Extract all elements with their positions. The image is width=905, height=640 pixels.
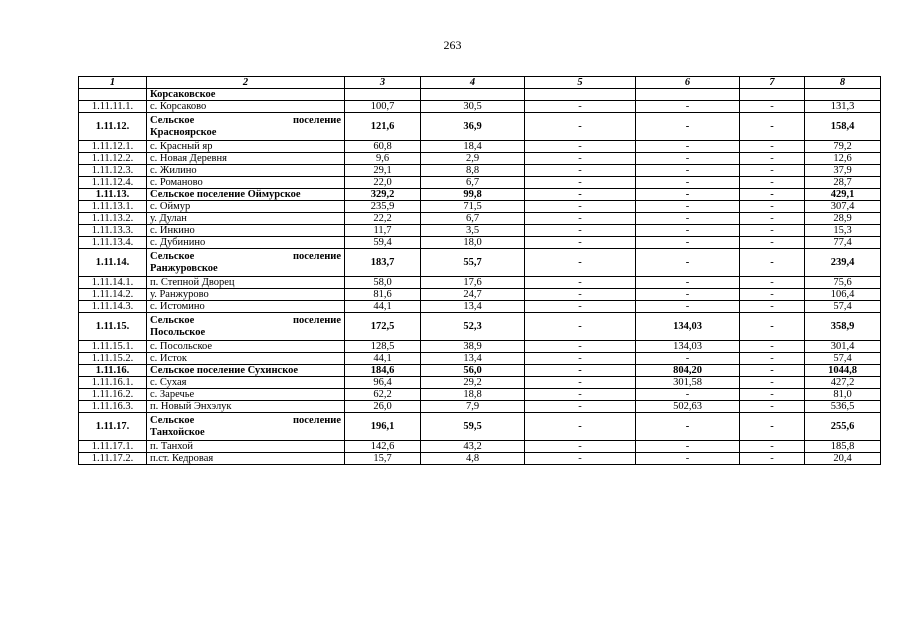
row-code-cell: 1.11.13.3. bbox=[79, 225, 147, 237]
row-value-cell-c6: 134,03 bbox=[636, 313, 740, 341]
page-number: 263 bbox=[443, 38, 462, 52]
row-value-cell-c7: - bbox=[740, 413, 805, 441]
row-value-cell-c7: - bbox=[740, 213, 805, 225]
row-value-cell-c6: - bbox=[636, 201, 740, 213]
row-value-cell-c7: - bbox=[740, 177, 805, 189]
row-value-cell-c7: - bbox=[740, 389, 805, 401]
row-code-cell: 1.11.11.1. bbox=[79, 101, 147, 113]
row-value-cell-c4: 56,0 bbox=[421, 365, 525, 377]
row-code-cell: 1.11.14.1. bbox=[79, 277, 147, 289]
row-value-cell-c3: 196,1 bbox=[345, 413, 421, 441]
row-value-cell-c5: - bbox=[525, 141, 636, 153]
row-name-cell: с. Посольское bbox=[147, 341, 345, 353]
row-value-cell-c4: 71,5 bbox=[421, 201, 525, 213]
row-name-line2: Красноярское bbox=[150, 126, 217, 138]
column-header: 6 bbox=[636, 77, 740, 89]
row-value-cell-c3: 142,6 bbox=[345, 441, 421, 453]
row-value-cell-c4: 55,7 bbox=[421, 249, 525, 277]
row-code-cell: 1.11.16. bbox=[79, 365, 147, 377]
row-value-cell-c8: 37,9 bbox=[805, 165, 881, 177]
row-value-cell-c4: 52,3 bbox=[421, 313, 525, 341]
row-value-cell-c5: - bbox=[525, 213, 636, 225]
row-value-cell-c3: 121,6 bbox=[345, 113, 421, 141]
row-name-cell: с. Заречье bbox=[147, 389, 345, 401]
row-code-cell: 1.11.12.2. bbox=[79, 153, 147, 165]
row-value-cell-c8: 57,4 bbox=[805, 353, 881, 365]
row-value-cell-c6: - bbox=[636, 237, 740, 249]
row-value-cell-c5: - bbox=[525, 225, 636, 237]
row-value-cell-c6: - bbox=[636, 101, 740, 113]
table-row bbox=[79, 453, 881, 465]
row-value-cell-c6: 804,20 bbox=[636, 365, 740, 377]
row-name-cell: п. Степной Дворец bbox=[147, 277, 345, 289]
row-value-cell-c6: - bbox=[636, 441, 740, 453]
row-value-cell-c7: - bbox=[740, 441, 805, 453]
column-header: 1 bbox=[79, 77, 147, 89]
row-value-cell-c5: - bbox=[525, 413, 636, 441]
table-row bbox=[79, 189, 881, 201]
row-value-cell-c5: - bbox=[525, 313, 636, 341]
row-value-cell-c4: 36,9 bbox=[421, 113, 525, 141]
row-value-cell-c8: 1044,8 bbox=[805, 365, 881, 377]
table-row bbox=[79, 341, 881, 353]
table-row bbox=[79, 389, 881, 401]
row-value-cell-c3: 100,7 bbox=[345, 101, 421, 113]
row-value-cell-c8: 255,6 bbox=[805, 413, 881, 441]
row-value-cell-c4: 13,4 bbox=[421, 353, 525, 365]
row-value-cell-c5: - bbox=[525, 289, 636, 301]
row-name-cell: п.ст. Кедровая bbox=[147, 453, 345, 465]
row-name-cell: с. Романово bbox=[147, 177, 345, 189]
row-value-cell-c6: - bbox=[636, 453, 740, 465]
table-row bbox=[79, 249, 881, 277]
table-row bbox=[79, 277, 881, 289]
table-row bbox=[79, 153, 881, 165]
row-value-cell-c3: 22,0 bbox=[345, 177, 421, 189]
row-value-cell-c8: 12,6 bbox=[805, 153, 881, 165]
row-value-cell-c7: - bbox=[740, 301, 805, 313]
row-value-cell-c7: - bbox=[740, 313, 805, 341]
row-name-line1: Сельское поселение bbox=[150, 250, 341, 262]
row-code-cell: 1.11.13. bbox=[79, 189, 147, 201]
table-row bbox=[79, 89, 881, 101]
row-value-cell-c4: 24,7 bbox=[421, 289, 525, 301]
row-code-cell: 1.11.16.2. bbox=[79, 389, 147, 401]
row-value-cell-c8: 79,2 bbox=[805, 141, 881, 153]
row-code-cell: 1.11.12. bbox=[79, 113, 147, 141]
row-value-cell-c7: - bbox=[740, 365, 805, 377]
row-value-cell-c7: - bbox=[740, 249, 805, 277]
row-value-cell-c6: - bbox=[636, 249, 740, 277]
row-value-cell-c5: - bbox=[525, 237, 636, 249]
table-row bbox=[79, 201, 881, 213]
row-name-cell: с. Новая Деревня bbox=[147, 153, 345, 165]
row-value-cell-c7: - bbox=[740, 189, 805, 201]
row-name-cell: с. Корсаково bbox=[147, 101, 345, 113]
row-name-line1: Сельское поселение bbox=[150, 314, 341, 326]
row-value-cell-c4: 18,4 bbox=[421, 141, 525, 153]
row-code-cell: 1.11.14.2. bbox=[79, 289, 147, 301]
row-value-cell-c5: - bbox=[525, 165, 636, 177]
row-value-cell-c8: 75,6 bbox=[805, 277, 881, 289]
row-value-cell-c7: - bbox=[740, 225, 805, 237]
row-value-cell-c3: 44,1 bbox=[345, 301, 421, 313]
row-value-cell-c8: 429,1 bbox=[805, 189, 881, 201]
row-value-cell-c4: 29,2 bbox=[421, 377, 525, 389]
row-value-cell-c7: - bbox=[740, 153, 805, 165]
row-value-cell-c6: - bbox=[636, 277, 740, 289]
row-value-cell-c8: 301,4 bbox=[805, 341, 881, 353]
data-table bbox=[78, 76, 881, 465]
column-header: 4 bbox=[421, 77, 525, 89]
row-value-cell-c5: - bbox=[525, 249, 636, 277]
row-name-cell: у. Дулан bbox=[147, 213, 345, 225]
row-value-cell-c7: - bbox=[740, 201, 805, 213]
row-name-cell: с. Истомино bbox=[147, 301, 345, 313]
row-code-cell: 1.11.16.3. bbox=[79, 401, 147, 413]
row-value-cell-c6: - bbox=[636, 213, 740, 225]
row-name-cell: с. Дубинино bbox=[147, 237, 345, 249]
row-name-line2: Танхойское bbox=[150, 426, 205, 438]
row-value-cell-c6: - bbox=[636, 289, 740, 301]
row-value-cell-c6: - bbox=[636, 353, 740, 365]
row-value-cell-c8: 131,3 bbox=[805, 101, 881, 113]
row-value-cell-c5: - bbox=[525, 353, 636, 365]
row-value-cell-c5: - bbox=[525, 101, 636, 113]
row-code-cell: 1.11.14. bbox=[79, 249, 147, 277]
row-value-cell-c3: 172,5 bbox=[345, 313, 421, 341]
row-value-cell-c4: 6,7 bbox=[421, 213, 525, 225]
table-header-row bbox=[79, 77, 881, 89]
row-name-cell: п. Новый Энхэлук bbox=[147, 401, 345, 413]
row-name-line2: Ранжуровское bbox=[150, 262, 218, 274]
row-value-cell-c7: - bbox=[740, 353, 805, 365]
row-value-cell-c3: 329,2 bbox=[345, 189, 421, 201]
row-value-cell-c6: - bbox=[636, 413, 740, 441]
row-code-cell: 1.11.12.1. bbox=[79, 141, 147, 153]
row-code-cell: 1.11.15.1. bbox=[79, 341, 147, 353]
row-value-cell-c6: - bbox=[636, 165, 740, 177]
row-value-cell-c5: - bbox=[525, 189, 636, 201]
row-name-cell: п. Танхой bbox=[147, 441, 345, 453]
row-value-cell-c7: - bbox=[740, 377, 805, 389]
row-value-cell-c4: 8,8 bbox=[421, 165, 525, 177]
table-body bbox=[79, 89, 881, 465]
table-row bbox=[79, 177, 881, 189]
row-value-cell-c8 bbox=[805, 89, 881, 101]
row-value-cell-c5: - bbox=[525, 389, 636, 401]
row-value-cell-c4: 7,9 bbox=[421, 401, 525, 413]
row-value-cell-c3: 62,2 bbox=[345, 389, 421, 401]
row-value-cell-c6: - bbox=[636, 153, 740, 165]
row-name-cell: Сельское поселение Оймурское bbox=[147, 189, 345, 201]
column-header: 3 bbox=[345, 77, 421, 89]
table-row bbox=[79, 441, 881, 453]
row-code-cell: 1.11.14.3. bbox=[79, 301, 147, 313]
row-value-cell-c5: - bbox=[525, 441, 636, 453]
row-value-cell-c8: 28,7 bbox=[805, 177, 881, 189]
row-value-cell-c3: 15,7 bbox=[345, 453, 421, 465]
row-value-cell-c5: - bbox=[525, 365, 636, 377]
row-value-cell-c6: 134,03 bbox=[636, 341, 740, 353]
table-row bbox=[79, 101, 881, 113]
row-value-cell-c7: - bbox=[740, 277, 805, 289]
row-code-cell: 1.11.15. bbox=[79, 313, 147, 341]
row-value-cell-c7: - bbox=[740, 289, 805, 301]
column-header: 7 bbox=[740, 77, 805, 89]
table-row bbox=[79, 377, 881, 389]
row-code-cell: 1.11.17. bbox=[79, 413, 147, 441]
row-code-cell: 1.11.13.4. bbox=[79, 237, 147, 249]
row-value-cell-c4: 18,8 bbox=[421, 389, 525, 401]
row-value-cell-c5 bbox=[525, 89, 636, 101]
row-name-cell bbox=[147, 249, 345, 277]
table-row bbox=[79, 113, 881, 141]
row-value-cell-c8: 307,4 bbox=[805, 201, 881, 213]
row-value-cell-c4: 4,8 bbox=[421, 453, 525, 465]
row-value-cell-c5: - bbox=[525, 153, 636, 165]
table-row bbox=[79, 301, 881, 313]
column-header: 8 bbox=[805, 77, 881, 89]
row-name-cell: с. Исток bbox=[147, 353, 345, 365]
row-value-cell-c3: 183,7 bbox=[345, 249, 421, 277]
row-value-cell-c7: - bbox=[740, 113, 805, 141]
table-row bbox=[79, 401, 881, 413]
row-name-line1: Сельское поселение bbox=[150, 414, 341, 426]
row-value-cell-c8: 536,5 bbox=[805, 401, 881, 413]
row-value-cell-c7: - bbox=[740, 401, 805, 413]
row-value-cell-c4: 18,0 bbox=[421, 237, 525, 249]
row-value-cell-c3 bbox=[345, 89, 421, 101]
row-value-cell-c3: 96,4 bbox=[345, 377, 421, 389]
row-value-cell-c7 bbox=[740, 89, 805, 101]
row-value-cell-c5: - bbox=[525, 177, 636, 189]
row-value-cell-c8: 15,3 bbox=[805, 225, 881, 237]
row-value-cell-c8: 57,4 bbox=[805, 301, 881, 313]
row-value-cell-c6: - bbox=[636, 177, 740, 189]
row-name-cell bbox=[147, 313, 345, 341]
table-row bbox=[79, 365, 881, 377]
row-value-cell-c3: 58,0 bbox=[345, 277, 421, 289]
row-value-cell-c4: 43,2 bbox=[421, 441, 525, 453]
row-code-cell: 1.11.16.1. bbox=[79, 377, 147, 389]
table-row bbox=[79, 237, 881, 249]
row-value-cell-c5: - bbox=[525, 301, 636, 313]
row-value-cell-c8: 20,4 bbox=[805, 453, 881, 465]
row-value-cell-c6: 301,58 bbox=[636, 377, 740, 389]
row-value-cell-c4: 59,5 bbox=[421, 413, 525, 441]
row-code-cell: 1.11.12.4. bbox=[79, 177, 147, 189]
row-value-cell-c8: 427,2 bbox=[805, 377, 881, 389]
row-value-cell-c3: 26,0 bbox=[345, 401, 421, 413]
row-value-cell-c3: 128,5 bbox=[345, 341, 421, 353]
row-name-line1: Сельское поселение bbox=[150, 114, 341, 126]
row-name-cell: Сельское поселение Сухинское bbox=[147, 365, 345, 377]
table-row bbox=[79, 313, 881, 341]
row-value-cell-c5: - bbox=[525, 401, 636, 413]
row-code-cell: 1.11.13.1. bbox=[79, 201, 147, 213]
row-name-cell: с. Инкино bbox=[147, 225, 345, 237]
row-value-cell-c4: 3,5 bbox=[421, 225, 525, 237]
row-value-cell-c8: 77,4 bbox=[805, 237, 881, 249]
row-code-cell: 1.11.13.2. bbox=[79, 213, 147, 225]
row-value-cell-c7: - bbox=[740, 101, 805, 113]
row-value-cell-c8: 28,9 bbox=[805, 213, 881, 225]
row-value-cell-c3: 60,8 bbox=[345, 141, 421, 153]
row-value-cell-c3: 184,6 bbox=[345, 365, 421, 377]
row-value-cell-c5: - bbox=[525, 453, 636, 465]
row-value-cell-c7: - bbox=[740, 237, 805, 249]
row-name-cell bbox=[147, 113, 345, 141]
table-row bbox=[79, 225, 881, 237]
row-value-cell-c8: 158,4 bbox=[805, 113, 881, 141]
row-value-cell-c3: 235,9 bbox=[345, 201, 421, 213]
row-value-cell-c4: 38,9 bbox=[421, 341, 525, 353]
row-value-cell-c3: 11,7 bbox=[345, 225, 421, 237]
row-value-cell-c7: - bbox=[740, 141, 805, 153]
row-name-cell: с. Оймур bbox=[147, 201, 345, 213]
row-code-cell: 1.11.17.1. bbox=[79, 441, 147, 453]
row-value-cell-c8: 358,9 bbox=[805, 313, 881, 341]
row-code-cell: 1.11.17.2. bbox=[79, 453, 147, 465]
table-row bbox=[79, 141, 881, 153]
row-code-cell: 1.11.15.2. bbox=[79, 353, 147, 365]
column-header: 5 bbox=[525, 77, 636, 89]
row-name-cell: у. Ранжурово bbox=[147, 289, 345, 301]
row-value-cell-c6 bbox=[636, 89, 740, 101]
row-value-cell-c7: - bbox=[740, 341, 805, 353]
row-value-cell-c6: - bbox=[636, 301, 740, 313]
row-value-cell-c6: - bbox=[636, 389, 740, 401]
row-value-cell-c4: 99,8 bbox=[421, 189, 525, 201]
row-value-cell-c6: - bbox=[636, 225, 740, 237]
row-value-cell-c4: 17,6 bbox=[421, 277, 525, 289]
row-value-cell-c5: - bbox=[525, 201, 636, 213]
row-name-cell: с. Жилино bbox=[147, 165, 345, 177]
table-row bbox=[79, 213, 881, 225]
row-value-cell-c6: - bbox=[636, 113, 740, 141]
row-name-line2: Посольское bbox=[150, 326, 206, 338]
row-value-cell-c6: 502,63 bbox=[636, 401, 740, 413]
row-value-cell-c3: 59,4 bbox=[345, 237, 421, 249]
row-value-cell-c4: 2,9 bbox=[421, 153, 525, 165]
table-row bbox=[79, 165, 881, 177]
row-value-cell-c8: 239,4 bbox=[805, 249, 881, 277]
row-value-cell-c8: 81,0 bbox=[805, 389, 881, 401]
row-value-cell-c5: - bbox=[525, 341, 636, 353]
row-value-cell-c3: 22,2 bbox=[345, 213, 421, 225]
row-name-cell: с. Сухая bbox=[147, 377, 345, 389]
row-name-cell: Корсаковское bbox=[147, 89, 345, 101]
row-value-cell-c8: 185,8 bbox=[805, 441, 881, 453]
row-value-cell-c6: - bbox=[636, 189, 740, 201]
row-value-cell-c3: 44,1 bbox=[345, 353, 421, 365]
row-value-cell-c6: - bbox=[636, 141, 740, 153]
row-value-cell-c3: 9,6 bbox=[345, 153, 421, 165]
row-value-cell-c4: 6,7 bbox=[421, 177, 525, 189]
row-name-cell: с. Красный яр bbox=[147, 141, 345, 153]
row-value-cell-c4: 13,4 bbox=[421, 301, 525, 313]
table-row bbox=[79, 289, 881, 301]
row-value-cell-c4 bbox=[421, 89, 525, 101]
row-code-cell: 1.11.12.3. bbox=[79, 165, 147, 177]
row-name-cell bbox=[147, 413, 345, 441]
row-value-cell-c4: 30,5 bbox=[421, 101, 525, 113]
row-value-cell-c8: 106,4 bbox=[805, 289, 881, 301]
row-value-cell-c3: 29,1 bbox=[345, 165, 421, 177]
row-value-cell-c5: - bbox=[525, 377, 636, 389]
row-value-cell-c5: - bbox=[525, 277, 636, 289]
table-row bbox=[79, 353, 881, 365]
column-header: 2 bbox=[147, 77, 345, 89]
row-code-cell bbox=[79, 89, 147, 101]
table-row bbox=[79, 413, 881, 441]
row-value-cell-c3: 81,6 bbox=[345, 289, 421, 301]
row-value-cell-c7: - bbox=[740, 165, 805, 177]
row-value-cell-c7: - bbox=[740, 453, 805, 465]
row-value-cell-c5: - bbox=[525, 113, 636, 141]
